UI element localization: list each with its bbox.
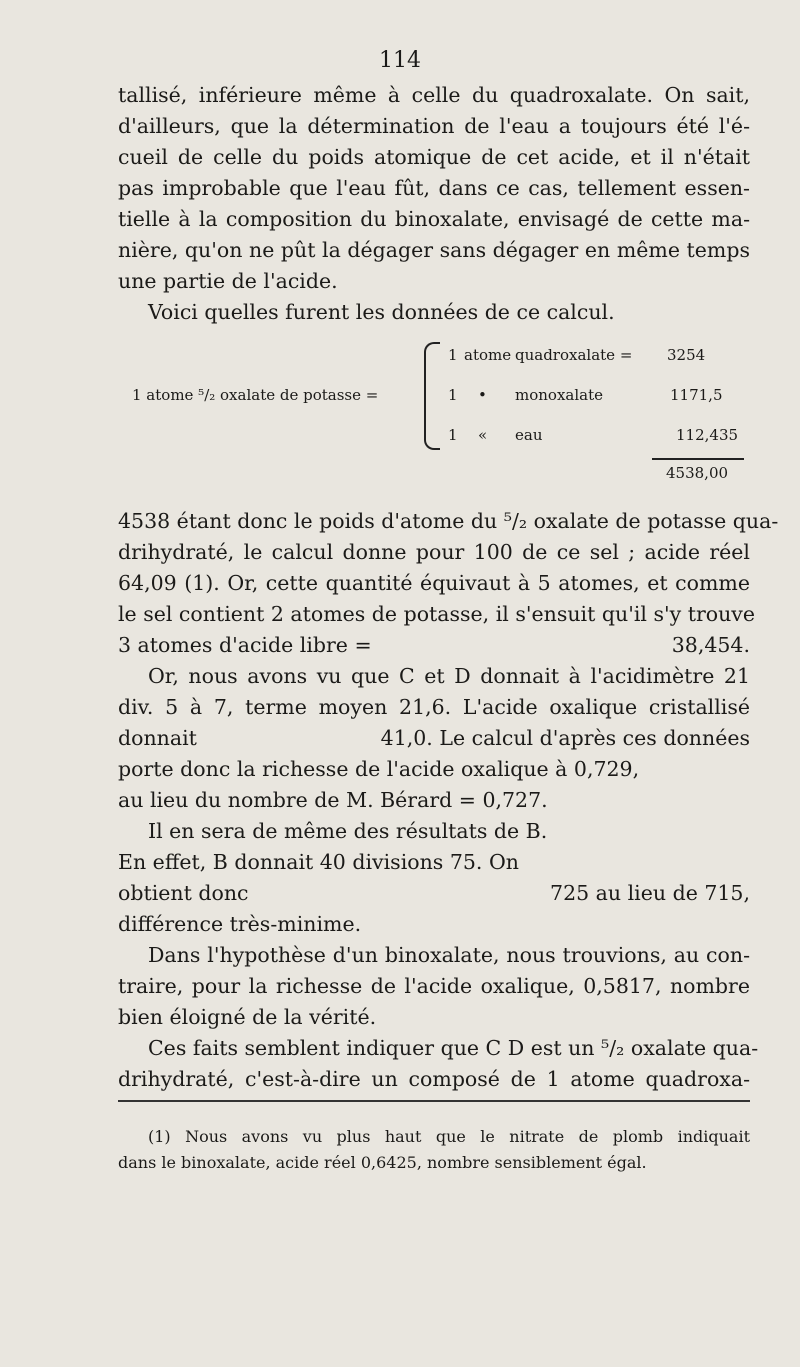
calc-row-value: 112,435 [676, 426, 739, 444]
text-line: Or, nous avons vu que C et D donnait à l'acidimètre 21 [148, 664, 750, 688]
calc-row-count: 1 [448, 346, 458, 364]
text-line: div. 5 à 7, terme moyen 21,6. L'acide oxalique cristallisé [118, 695, 750, 719]
split-left: obtient donc [118, 881, 249, 905]
text-line: En effet, B donnait 40 divisions 75. On [118, 850, 519, 874]
text-line: une partie de l'acide. [118, 269, 338, 293]
text-line: pas improbable que l'eau fût, dans ce cas, tellement essen- [118, 176, 750, 200]
split-left: donnait [118, 726, 197, 750]
calc-row-name: quadroxalate = [515, 346, 633, 364]
text-line: d'ailleurs, que la détermination de l'eau a toujours été l'é- [118, 114, 750, 138]
text-line [118, 723, 750, 754]
calc-row-mark: • [478, 386, 487, 404]
text-line [118, 878, 750, 909]
footnote-line: dans le binoxalate, acide réel 0,6425, nombre sensiblement égal. [118, 1153, 647, 1172]
curly-brace [424, 342, 440, 450]
calc-row-name: eau [515, 426, 543, 444]
calc-row-mark: atome [464, 346, 512, 364]
split-left: 3 atomes d'acide libre = [118, 633, 372, 657]
calc-row-count: 1 [448, 386, 458, 404]
text-line: drihydraté, le calcul donne pour 100 de ce sel ; acide réel [118, 540, 750, 564]
text-line: au lieu du nombre de M. Bérard = 0,727. [118, 788, 548, 812]
calc-row-count: 1 [448, 426, 458, 444]
text-line: porte donc la richesse de l'acide oxalique à 0,729, [118, 757, 640, 781]
text-line: traire, pour la richesse de l'acide oxalique, 0,5817, nombre [118, 974, 750, 998]
text-line: le sel contient 2 atomes de potasse, il s'ensuit qu'il s'y trouve [118, 602, 756, 626]
calc-row-value: 1171,5 [670, 386, 723, 404]
split-right: 38,454. [671, 633, 750, 657]
calc-row-name: monoxalate [515, 386, 603, 404]
footnote-line: (1) Nous avons vu plus haut que le nitrate de plomb indiquait [148, 1127, 750, 1146]
text-line: différence très-minime. [118, 912, 362, 936]
page-number: 114 [379, 48, 421, 73]
calc-left-label: 1 atome ⁵/₂ oxalate de potasse = [132, 386, 379, 404]
text-line: Ces faits semblent indiquer que C D est un ⁵/₂ oxalate qua- [148, 1036, 759, 1060]
text-line: Il en sera de même des résultats de B. [148, 819, 548, 843]
calc-row-mark: « [478, 426, 488, 444]
text-line [118, 630, 750, 661]
text-line: cueil de celle du poids atomique de cet acide, et il n'était [118, 145, 750, 169]
text-line: tallisé, inférieure même à celle du quadroxalate. On sait, [118, 83, 750, 107]
text-line: nière, qu'on ne pût la dégager sans dégager en même temps [118, 238, 750, 262]
footnote-rule [118, 1100, 750, 1102]
text-line: Dans l'hypothèse d'un binoxalate, nous trouvions, au con- [148, 943, 750, 967]
text-line: 64,09 (1). Or, cette quantité équivaut à 5 atomes, et comme [118, 571, 750, 595]
sum-rule [652, 458, 744, 460]
calc-row-value: 3254 [667, 346, 706, 364]
calc-total: 4538,00 [666, 464, 729, 482]
text-line: drihydraté, c'est-à-dire un composé de 1 atome quadroxa- [118, 1067, 750, 1091]
text-line: bien éloigné de la vérité. [118, 1005, 377, 1029]
split-right: 41,0. Le calcul d'après ces données [380, 726, 750, 750]
split-right: 725 au lieu de 715, [550, 881, 750, 905]
text-line: tielle à la composition du binoxalate, envisagé de cette ma- [118, 207, 750, 231]
intro-line: Voici quelles furent les données de ce calcul. [148, 300, 615, 324]
text-line: 4538 étant donc le poids d'atome du ⁵/₂ oxalate de potasse qua- [118, 509, 779, 533]
